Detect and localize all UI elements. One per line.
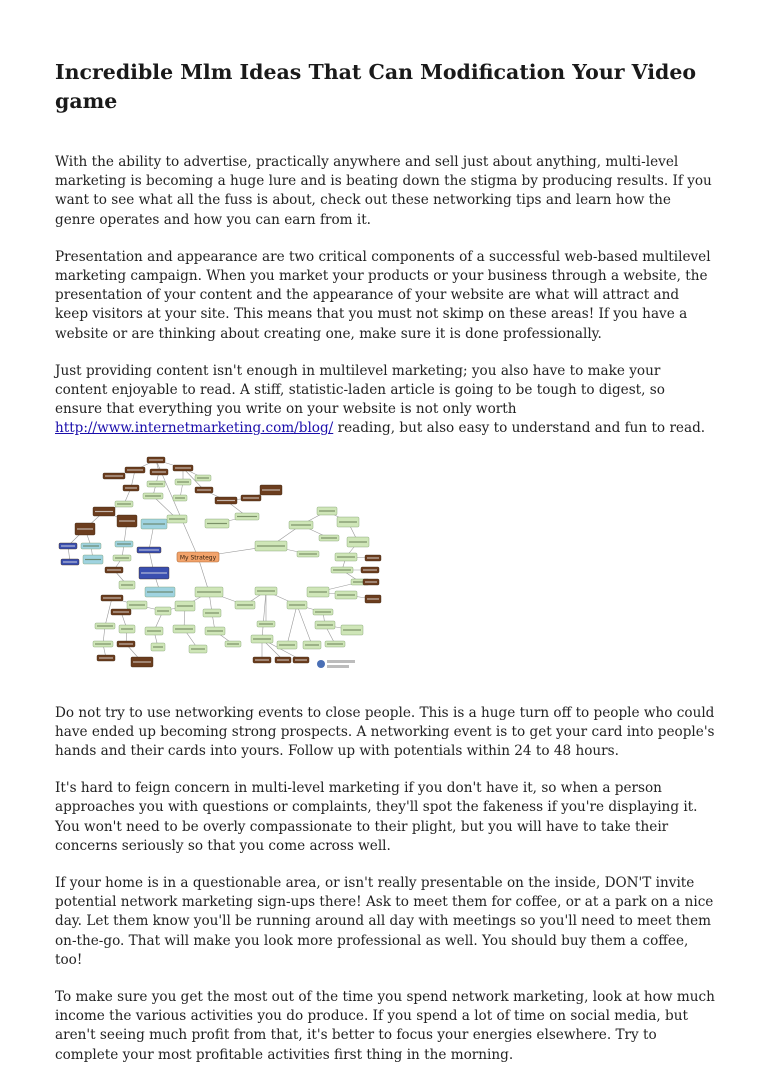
- mind-map-node-text: [129, 604, 145, 605]
- mind-map-node-text: [227, 643, 239, 644]
- mind-map-node-text: [321, 537, 337, 538]
- mind-map-node-text: [367, 557, 379, 558]
- mind-map-node-text: [197, 477, 209, 478]
- mind-map-node-text: [337, 594, 355, 595]
- mind-map-image: [55, 455, 385, 680]
- paragraph-1: With the ability to advertise, practically anywhere and sell just about anything, multi-level marketing is becoming a huge lure and is beating down the stigma by producing results. If you want to see what all the fuss is about, check out these networking tips and learn how the genre operates and how you can earn from it.: [55, 154, 712, 228]
- mind-map-node-text: [115, 557, 129, 558]
- mind-map-node-text: [113, 611, 129, 612]
- mind-map-node-text: [95, 643, 111, 644]
- mind-map-node-text: [117, 503, 131, 504]
- mind-map-node-text: [141, 572, 167, 573]
- mind-map-node-text: [299, 553, 317, 554]
- mind-map-node-text: [175, 467, 191, 468]
- mind-map-node-text: [319, 510, 335, 511]
- mind-map-node-text: [262, 489, 280, 490]
- mind-map-node-text: [121, 628, 133, 629]
- mind-map-node-text: [95, 511, 113, 512]
- mind-map-node-text: [253, 638, 271, 639]
- blog-link[interactable]: http://www.internetmarketing.com/blog/: [55, 420, 334, 437]
- mind-map-node-text: [157, 610, 169, 611]
- mind-map-graphic: [55, 455, 385, 680]
- mind-map-node-text: [85, 559, 101, 560]
- mind-map-node-text: [365, 581, 377, 582]
- mind-map-node-text: [333, 569, 351, 570]
- mind-map-node-text: [349, 541, 367, 542]
- paragraph-5: It's hard to feign concern in multi-level marketing if you don't have it, so when a person approaches you with questions or complaints, they'll spot the fakeness if you're displaying it. You won't need to be overly compassionate to their plight, but you will have to take their concerns seriously so that you come across well.: [55, 780, 698, 854]
- mind-map-node-text: [317, 624, 333, 625]
- mind-map-node-text: [197, 591, 221, 592]
- mind-map-node-text: [205, 612, 219, 613]
- mind-map-node-text: [143, 523, 165, 524]
- mind-map-node-text: [305, 644, 319, 645]
- mind-map-node-text: [121, 584, 133, 585]
- mind-map-node-text: [177, 481, 189, 482]
- paragraph-7: To make sure you get the most out of the time you spend network marketing, look at how much income the various activities you do produce. If you spend a lot of time on social media, but aren't seeing much profit from that, it's better to focus your energies elsewhere. Try to complete your most profitable activities first thing in the morning.: [55, 989, 715, 1063]
- mind-map-node-text: [309, 591, 327, 592]
- mind-map-node-text: [125, 487, 137, 488]
- mind-map-node-text: [237, 516, 257, 517]
- mind-map-node-text: [147, 630, 161, 631]
- mind-map-node-text: [291, 524, 311, 525]
- mind-map-node-text: [243, 497, 259, 498]
- mind-map-connector: [262, 591, 266, 639]
- paragraph-3-text-a: Just providing content isn't enough in multilevel marketing; you also have to make your content enjoyable to read. A stiff, statistic-laden article is going to be tough to digest, so ensure that everything you write on your website is not only worth: [55, 362, 665, 418]
- mind-map-node-text: [191, 648, 205, 649]
- center-node: [177, 552, 219, 562]
- mind-map-connector: [297, 605, 312, 645]
- mind-map-node-text: [175, 497, 185, 498]
- mind-map-node-text: [217, 500, 235, 501]
- paragraph-6: If your home is in a questionable area, or isn't really presentable on the inside, DON'T invite potential network marketing sign-ups there! Ask to meet them for coffee, or at a park on a nice day. Let them know you'll be running around all day with meetings so you'll need to meet them on-the-go. That will make you look more professional as well. You should buy them a coffee, too!: [55, 875, 714, 968]
- mind-map-node-text: [61, 545, 75, 546]
- mind-map-node-text: [177, 605, 193, 606]
- mind-map-node-text: [197, 489, 211, 490]
- mind-map-node-text: [279, 644, 295, 645]
- mind-map-node-text: [315, 611, 331, 612]
- mind-map-watermark: [317, 660, 355, 668]
- mind-map-node-text: [175, 628, 193, 629]
- mind-map-node-text: [367, 598, 379, 599]
- mind-map-node-text: [207, 630, 223, 631]
- center-node-label: My Strategy: [179, 554, 217, 562]
- mind-map-node-text: [97, 625, 113, 626]
- mind-map-node-text: [149, 483, 163, 484]
- article-title: Incredible Mlm Ideas That Can Modification Your Video game: [55, 60, 697, 113]
- mind-map-node-text: [259, 623, 273, 624]
- mind-map-node-text: [139, 549, 159, 550]
- mind-map-node-text: [295, 659, 307, 660]
- mind-map-node-text: [147, 591, 173, 592]
- mind-map-connector: [287, 605, 297, 645]
- mind-map-node-text: [339, 521, 357, 522]
- mind-map-node-text: [127, 469, 143, 470]
- mind-map-node-text: [119, 520, 135, 521]
- mind-map-node-text: [327, 643, 343, 644]
- mind-map-node-text: [107, 569, 121, 570]
- mind-map-node-text: [119, 643, 133, 644]
- mind-map-node-text: [99, 657, 113, 658]
- mind-map-node-text: [257, 545, 285, 546]
- paragraph-2: Presentation and appearance are two critical components of a successful web-based multilevel marketing campaign. When you market your products or your business through a website, the presentation of your content and the appearance of your website are what will attract and keep visitors at your site. This means that you must not skimp on these areas! If you have a website or are thinking about creating one, make sure it is done professionally.: [55, 248, 711, 342]
- mind-map-node-text: [363, 569, 377, 570]
- mind-map-node-text: [207, 523, 227, 524]
- mind-map-node-text: [255, 659, 269, 660]
- article: [55, 58, 715, 1065]
- paragraph-3: [55, 362, 715, 439]
- mind-map-node-text: [153, 646, 163, 647]
- mind-map-node-text: [237, 604, 253, 605]
- mind-map-node-text: [149, 459, 163, 460]
- mind-map-node-text: [343, 629, 361, 630]
- mind-map-node-text: [117, 543, 131, 544]
- mind-map-node-text: [145, 495, 161, 496]
- mind-map-node-text: [83, 545, 99, 546]
- mind-map-node-text: [63, 561, 77, 562]
- mind-map-node-text: [337, 556, 355, 557]
- mind-map-node-text: [133, 661, 151, 662]
- paragraph-3-text-b: reading, but also easy to understand and fun to read.: [333, 420, 706, 437]
- mind-map-node-text: [152, 471, 166, 472]
- mind-map-node-text: [77, 528, 93, 529]
- mind-map-node-text: [277, 659, 289, 660]
- paragraph-4: Do not try to use networking events to close people. This is a huge turn off to people who could have ended up becoming strong prospects. A networking event is to get your card into people's hands and their cards into yours. Follow up with potentials within 24 to 48 hours.: [55, 704, 715, 760]
- mind-map-node-text: [257, 590, 275, 591]
- mind-map-node-text: [169, 518, 185, 519]
- mind-map-node-text: [105, 475, 123, 476]
- mind-map-node-text: [103, 597, 121, 598]
- mind-map-node-text: [289, 604, 305, 605]
